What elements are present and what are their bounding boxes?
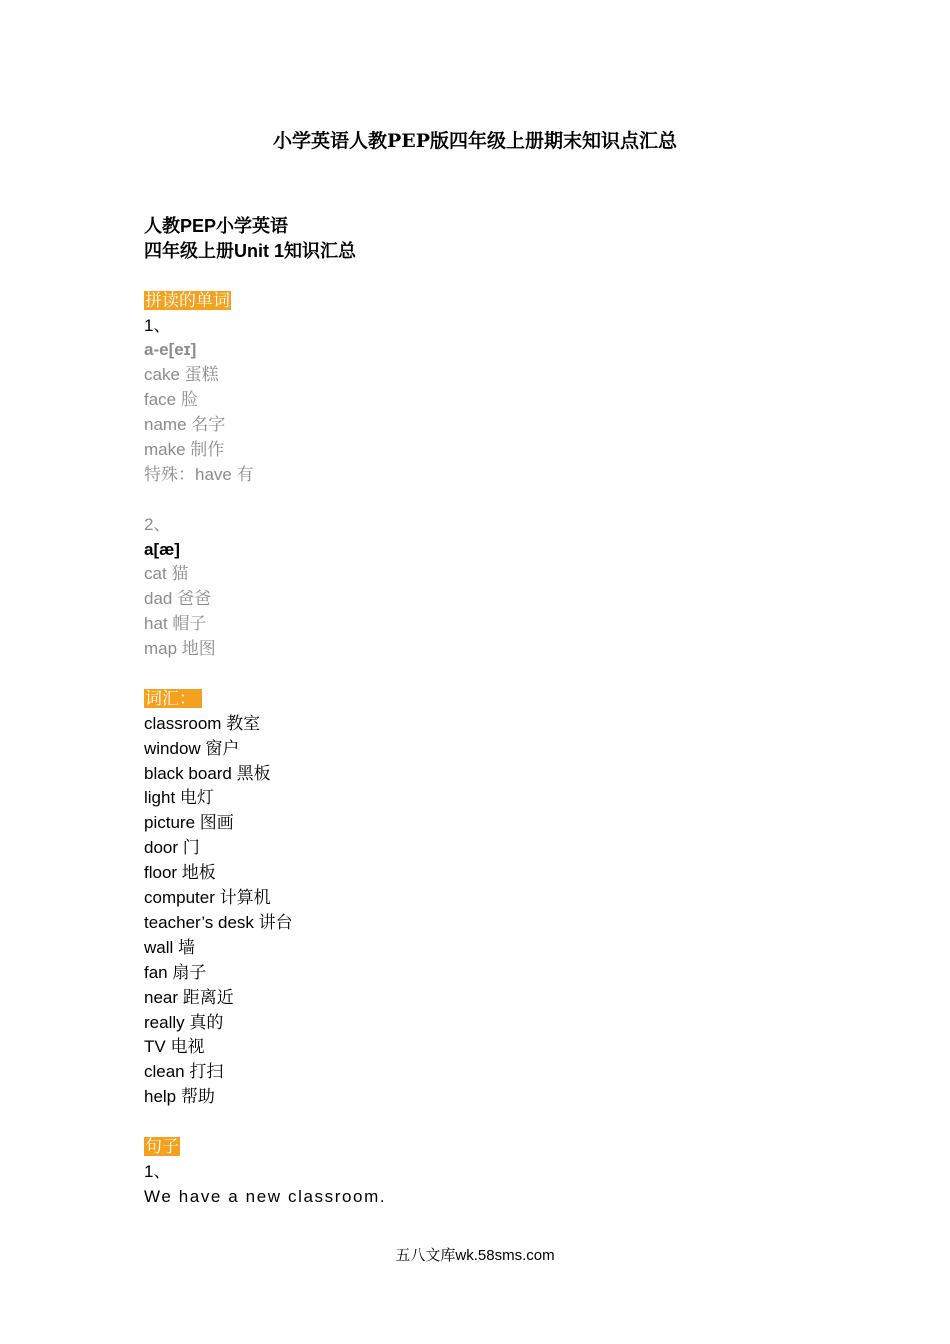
- word-item: cat 猫: [144, 564, 189, 584]
- sentences-heading: 句子: [145, 1136, 179, 1156]
- group-number: 1、: [144, 315, 171, 335]
- word-item: face 脸: [144, 390, 198, 410]
- word-item: window 窗户: [144, 738, 240, 758]
- word-item: make 制作: [144, 440, 225, 460]
- footer-watermark: 五八文库wk.58sms.com: [395, 1247, 555, 1264]
- word-item: picture 图画: [144, 813, 234, 833]
- word-item: fan 扇子: [144, 962, 207, 982]
- word-item: TV 电视: [144, 1037, 205, 1057]
- word-item: map 地图: [144, 639, 216, 659]
- word-item: computer 计算机: [144, 888, 271, 908]
- group-number: 2、: [144, 514, 171, 534]
- word-item: teacher’s desk 讲台: [144, 912, 293, 932]
- word-item: floor 地板: [144, 863, 216, 883]
- vocab-heading: 词汇：: [144, 689, 202, 708]
- word-item: clean 打扫: [144, 1062, 224, 1082]
- word-item: cake 蛋糕: [144, 365, 219, 385]
- word-item: light 电灯: [144, 788, 214, 808]
- section-heading-sentences: [144, 1135, 844, 1160]
- word-item: help 帮助: [144, 1087, 215, 1107]
- word-item: really 真的: [144, 1012, 224, 1032]
- sentence-number: 1、: [144, 1161, 171, 1181]
- word-item: wall 墙: [144, 937, 196, 957]
- subtitle-unit: 四年级上册Unit 1知识汇总: [144, 240, 357, 261]
- word-item: door 门: [144, 838, 200, 858]
- word-item: black board 黑板: [144, 763, 271, 783]
- document-body: [144, 214, 844, 1210]
- word-item: hat 帽子: [144, 614, 207, 634]
- document-title: 小学英语人教PEP版四年级上册期末知识点汇总: [272, 130, 678, 152]
- word-item: 特殊：have 有: [144, 464, 254, 484]
- word-item: near 距离近: [144, 987, 234, 1007]
- section-heading-phonics: [144, 289, 844, 314]
- sentence-text: We have a new classroom.: [144, 1186, 387, 1206]
- word-item: dad 爸爸: [144, 589, 212, 609]
- phonics-sound: a-e[eɪ]: [144, 340, 197, 360]
- phonics-heading: 拼读的单词: [145, 290, 230, 310]
- phonics-sound: a[æ]: [144, 539, 180, 559]
- word-item: name 名字: [144, 415, 226, 435]
- subtitle-publisher: 人教PEP小学英语: [144, 216, 289, 236]
- word-item: classroom 教室: [144, 713, 261, 733]
- section-heading-vocab: [144, 687, 844, 712]
